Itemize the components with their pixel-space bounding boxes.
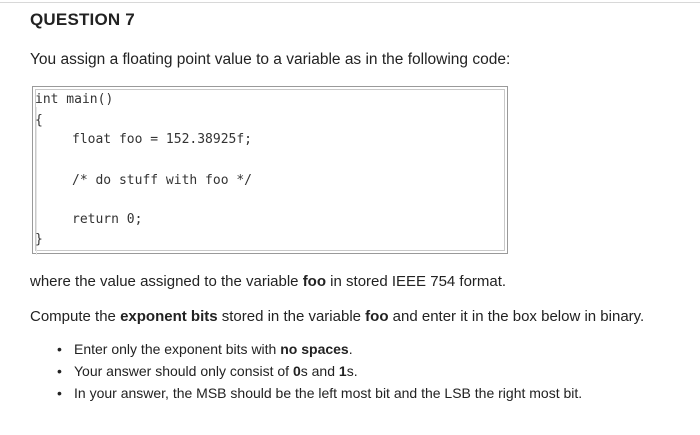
list-item [54, 383, 582, 405]
list-item [54, 361, 582, 383]
code-block [32, 86, 508, 254]
exponent-bits-emphasis: exponent bits [120, 308, 218, 325]
rule1-text-a: Enter only the exponent bits with [74, 341, 281, 357]
bullet-icon: • [57, 385, 62, 401]
rule2-one: 1 [338, 363, 347, 379]
instruction-text-c: stored in the variable [217, 308, 366, 325]
bullet-icon: • [57, 341, 62, 357]
code-line-close-brace: } [35, 232, 43, 247]
rule1-emphasis: no spaces [280, 341, 349, 357]
rule2-zero: 0 [292, 363, 301, 379]
storage-format-text-a: where the value assigned to the variable [30, 273, 303, 290]
rule2-text-a: Your answer should only consist of [74, 363, 293, 379]
bullet-icon: • [57, 363, 62, 379]
top-divider [0, 2, 700, 3]
code-line-comment: /* do stuff with foo */ [72, 173, 253, 188]
instruction-text-a: Compute the [30, 308, 121, 325]
rule2-text-e: s. [346, 363, 358, 379]
variable-name-foo: foo [302, 273, 327, 290]
instruction-text-e: and enter it in the box below in binary. [388, 308, 645, 325]
list-item [54, 339, 582, 361]
question-prompt: You assign a floating point value to a variable as in the following code: [30, 51, 511, 68]
rule3-text: In your answer, the MSB should be the left most bit and the LSB the right most bit. [74, 385, 583, 401]
code-line-return: return 0; [72, 212, 143, 227]
code-line-main: int main() [35, 92, 114, 107]
rule2-text-c: s and [300, 363, 339, 379]
code-line-float-decl: float foo = 152.38925f; [72, 132, 253, 147]
storage-format-sentence [30, 273, 506, 290]
answer-rules-list [54, 339, 582, 405]
rule1-text-c: . [348, 341, 353, 357]
storage-format-text-c: in stored IEEE 754 format. [326, 273, 507, 290]
code-line-open-brace: { [35, 113, 43, 128]
variable-name-foo-2: foo [365, 308, 389, 325]
question-title: QUESTION 7 [30, 10, 135, 29]
instruction-sentence [30, 308, 644, 325]
